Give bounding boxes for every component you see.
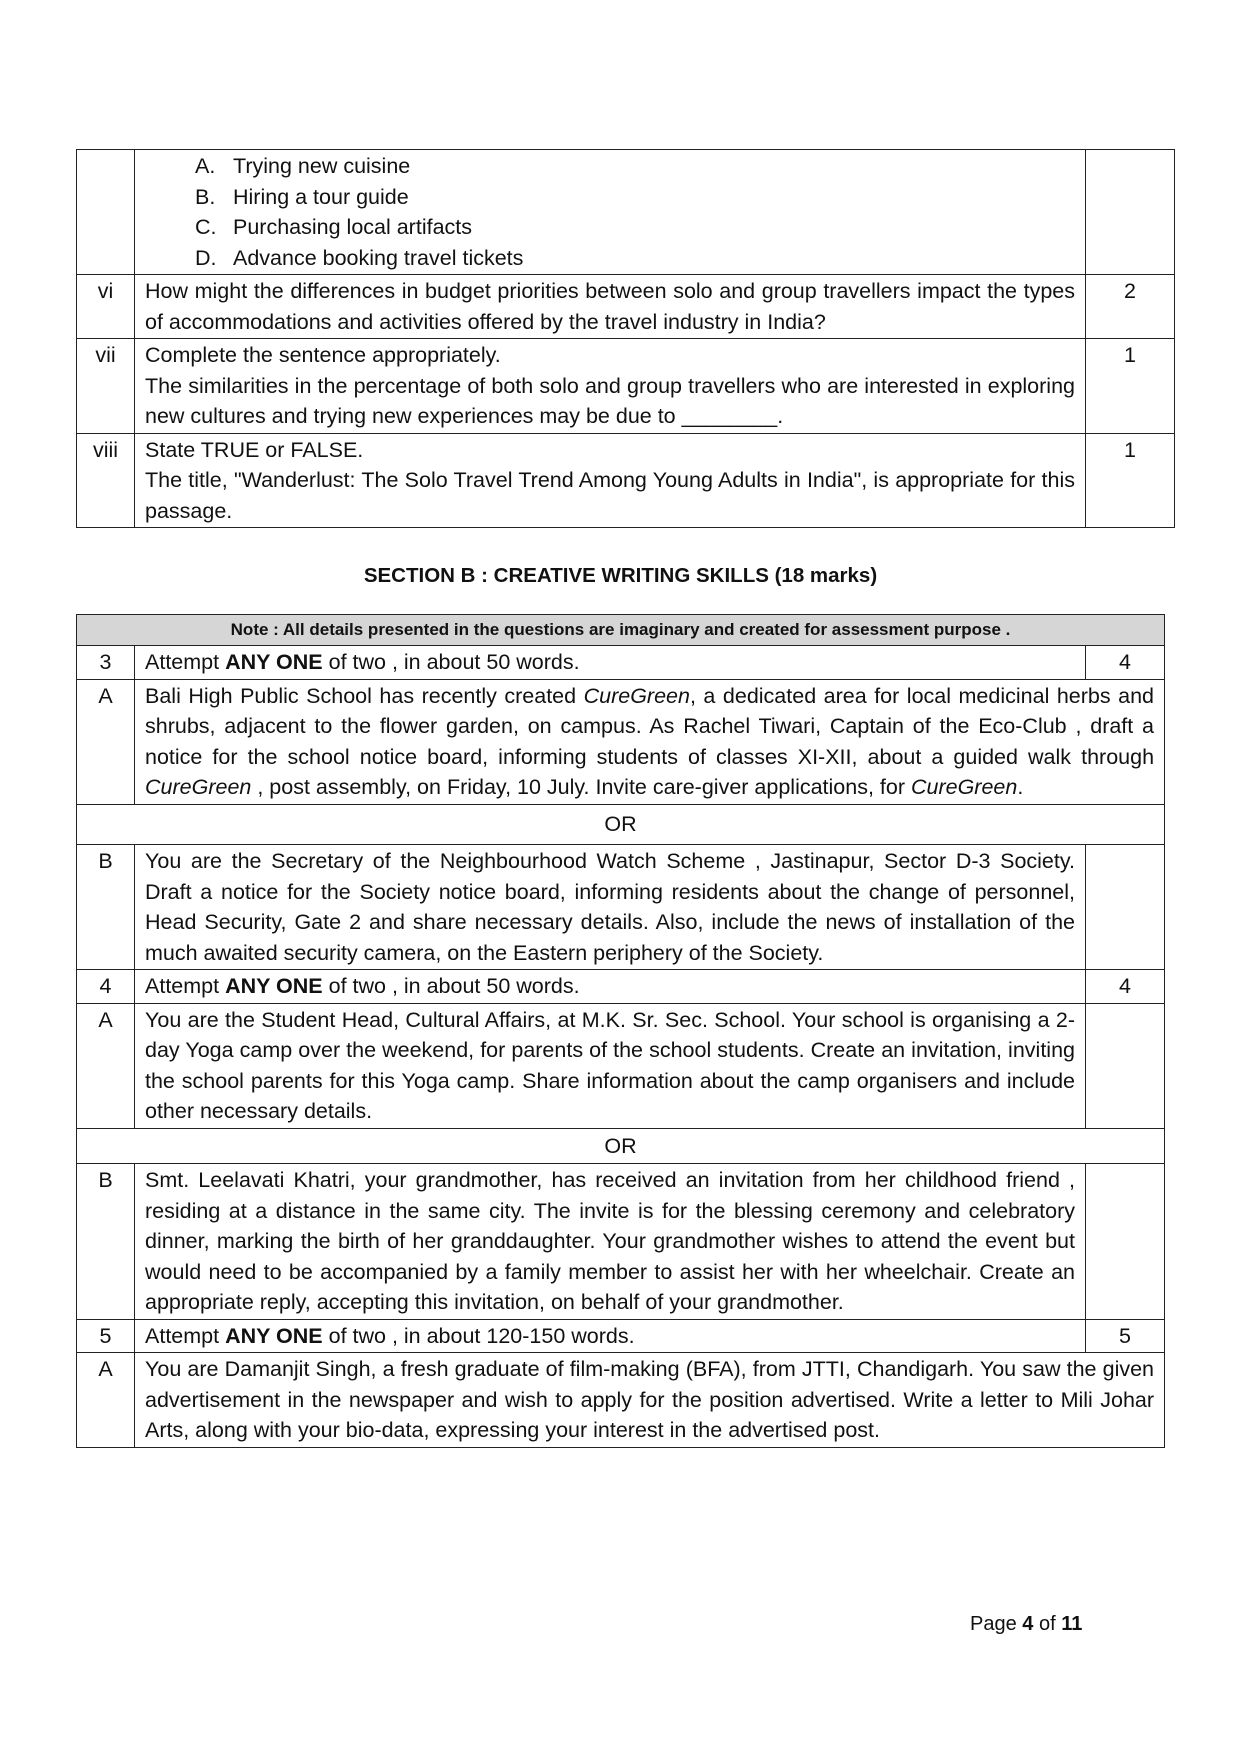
question-number-cell — [77, 150, 135, 275]
option-item: A. Trying new cuisine — [195, 151, 1075, 182]
table-row — [77, 433, 1175, 528]
question-number: vi — [77, 275, 135, 339]
question-marks: 4 — [1086, 646, 1165, 680]
questions-table-section-b — [76, 614, 1165, 1448]
option-label: B — [77, 1164, 135, 1320]
assessment-note: Note : All details presented in the questions are imaginary and created for assessment purpose . — [77, 615, 1165, 646]
question-number: 3 — [77, 646, 135, 680]
option-label: A — [77, 1003, 135, 1128]
question-text: Smt. Leelavati Khatri, your grandmother, has received an invitation from her childhood friend , residing at a distance in the same city. The invite is for the blessing ceremony and celebratory dinner, marking the birth of her granddaughter. Your grandmother wishes to attend the event but would need to be accompanied by a family member to assist her with her wheelchair. Create an appropriate reply, accepting this invitation, on behalf of your grandmother. — [135, 1164, 1086, 1320]
table-row — [77, 1319, 1165, 1353]
question-text: State TRUE or FALSE. The title, "Wanderlust: The Solo Travel Trend Among Young Adults in India", is appropriate for this passage. — [135, 433, 1086, 528]
marks-cell — [1086, 845, 1165, 970]
question-instruction: Attempt ANY ONE of two , in about 50 words. — [135, 646, 1086, 680]
table-row — [77, 845, 1165, 970]
section-b-title: SECTION B : CREATIVE WRITING SKILLS (18 marks) — [363, 564, 878, 587]
question-instruction: Attempt ANY ONE of two , in about 50 words. — [135, 970, 1086, 1004]
marks-cell — [1086, 1003, 1165, 1128]
marks-cell — [1086, 150, 1175, 275]
question-marks: 5 — [1086, 1319, 1165, 1353]
note-row — [77, 615, 1165, 646]
question-text: How might the differences in budget priorities between solo and group travellers impact the types of accommodations and activities offered by the travel industry in India? — [135, 275, 1086, 339]
question-number: viii — [77, 433, 135, 528]
option-label: B — [77, 845, 135, 970]
question-marks: 2 — [1086, 275, 1175, 339]
table-row — [77, 679, 1165, 804]
option-text: Advance booking travel tickets — [233, 245, 524, 270]
table-row — [77, 970, 1165, 1004]
option-text: Purchasing local artifacts — [233, 215, 472, 239]
question-marks: 1 — [1086, 433, 1175, 528]
table-row — [77, 1353, 1165, 1448]
table-row — [77, 1164, 1165, 1320]
question-number: 4 — [77, 970, 135, 1004]
questions-table-section-a — [76, 149, 1175, 528]
page-number: Page 4 of 11 — [970, 1613, 1083, 1635]
option-item: D. Advance booking travel tickets — [195, 243, 1075, 274]
options-list — [145, 151, 1075, 273]
option-text: Trying new cuisine — [233, 154, 411, 178]
or-separator: OR — [77, 804, 1165, 845]
table-row — [77, 339, 1175, 434]
option-item: C. Purchasing local artifacts — [195, 212, 1075, 243]
question-instruction: Attempt ANY ONE of two , in about 120-150 words. — [135, 1319, 1086, 1353]
question-text: Bali High Public School has recently created CureGreen, a dedicated area for local medicinal herbs and shrubs, adjacent to the flower garden, on campus. As Rachel Tiwari, Captain of the Eco-Club , draft a notice for the school notice board, informing students of classes XI-XII, about a guided walk through CureGreen , post assembly, on Friday, 10 July. Invite care-giver applications, for CureGreen. — [135, 679, 1165, 804]
question-options-cell — [135, 150, 1086, 275]
question-text: You are Damanjit Singh, a fresh graduate of film-making (BFA), from JTTI, Chandigarh. You saw the given advertisement in the newspaper and wish to apply for the position advertised. Write a letter to Mili Johar Arts, along with your bio-data, expressing your interest in the advertised post. — [135, 1353, 1165, 1448]
table-row — [77, 1003, 1165, 1128]
or-separator: OR — [77, 1128, 1165, 1164]
table-row — [77, 646, 1165, 680]
or-row — [77, 1128, 1165, 1164]
question-number: vii — [77, 339, 135, 434]
or-row — [77, 804, 1165, 845]
option-item: B. Hiring a tour guide — [195, 182, 1075, 213]
marks-cell — [1086, 1164, 1165, 1320]
question-text: You are the Secretary of the Neighbourhood Watch Scheme , Jastinapur, Sector D-3 Society. Draft a notice for the Society notice board, informing residents about the change of personnel, Head Security, Gate 2 and share necessary details. Also, include the news of installation of the much awaited security camera, on the Eastern periphery of the Society. — [135, 845, 1086, 970]
table-row — [77, 275, 1175, 339]
option-label: A — [77, 679, 135, 804]
question-marks: 4 — [1086, 970, 1165, 1004]
option-label: A — [77, 1353, 135, 1448]
question-text: You are the Student Head, Cultural Affairs, at M.K. Sr. Sec. School. Your school is organising a 2-day Yoga camp over the weekend, for parents of the school students. Create an invitation, inviting the school parents for this Yoga camp. Share information about the camp organisers and include other necessary details. — [135, 1003, 1086, 1128]
question-number: 5 — [77, 1319, 135, 1353]
table-row — [77, 150, 1175, 275]
option-text: Hiring a tour guide — [233, 184, 409, 209]
question-marks: 1 — [1086, 339, 1175, 434]
question-text: Complete the sentence appropriately. The similarities in the percentage of both solo and group travellers who are interested in exploring new cultures and trying new experiences may be due to ________. — [135, 339, 1086, 434]
